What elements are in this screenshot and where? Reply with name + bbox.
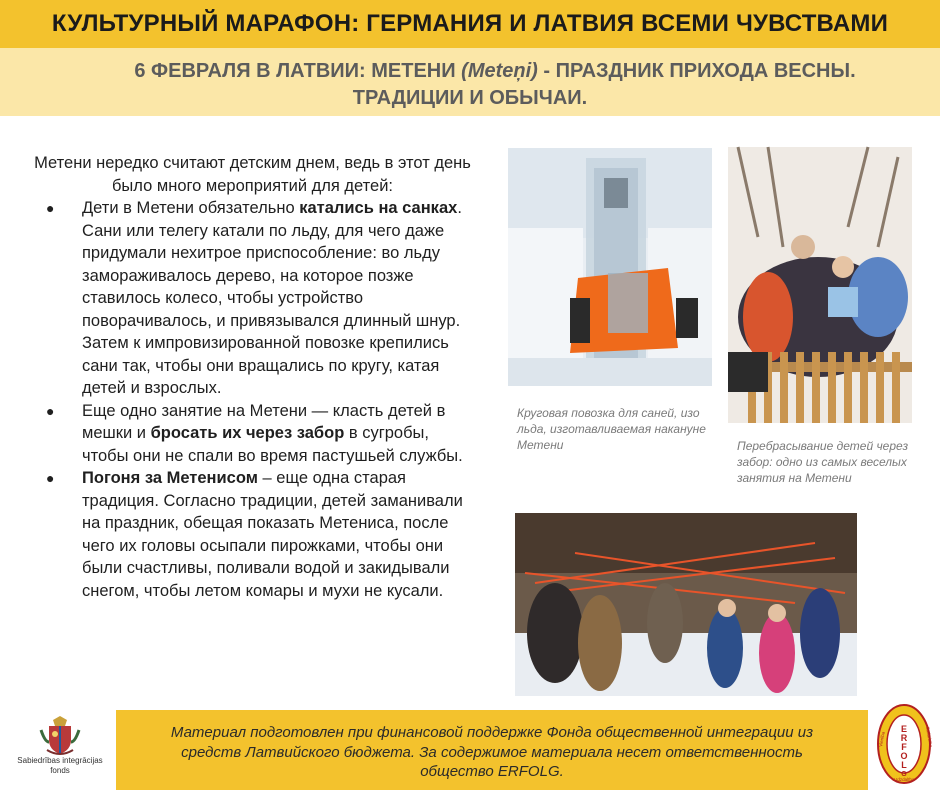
erfolg-logo-letter: R	[900, 733, 908, 743]
photo2-caption: Перебрасывание детей через забор: одно из самых веселых занятия на Метени	[737, 439, 909, 485]
sif-logo-line1: Sabiedrības integrācijas	[17, 756, 103, 765]
erfolg-ring-left: Vienība	[878, 731, 886, 748]
erfolg-ring-bottom: Līdzdalība	[893, 777, 915, 782]
bullet-icon: ●	[46, 200, 55, 216]
erfolg-logo-letter: E	[900, 724, 908, 734]
bullet-icon: ●	[46, 402, 55, 419]
bullet-icon: ●	[46, 470, 55, 486]
page-title: КУЛЬТУРНЫЙ МАРАФОН: ГЕРМАНИЯ И ЛАТВИЯ ВСЕМИ ЧУВСТВАМИ	[0, 0, 940, 48]
item-bold: катались на санках	[299, 199, 458, 217]
item-text: Еще одно занятие на Метени — класть детей в мешки и	[82, 401, 446, 442]
sif-logo	[10, 712, 110, 788]
erfolg-logo-letter: L	[901, 760, 907, 770]
list-item	[40, 197, 470, 400]
funding-line-3: общество ERFOLG.	[420, 763, 564, 780]
ice-carousel-photo	[508, 148, 712, 386]
item-text: . Сани или телегу катали по льду, для чего даже придумали нехитрое приспособление: во льду замораживалось дерево, на которое позже ставилось колесо, чтобы устройство поворачивалось, и привязывался длинный шнур. Затем к импровизированной повозке крепились сани так, чтобы они вращались по кругу, катая детей и взрослых.	[82, 199, 462, 397]
photo1-caption: Круговая повозка для саней, изо льда, изготавливаемая накануне Метени	[517, 406, 706, 452]
list-item	[40, 467, 470, 602]
funding-line-1: Материал подготовлен при финансовой поддержке Фонда общественной интеграции из	[170, 724, 814, 741]
subtitle-line-2: ТРАДИЦИИ И ОБЫЧАИ.	[352, 87, 588, 109]
fence-photo	[728, 147, 912, 423]
subtitle-line-1	[0, 58, 940, 85]
item-text: Дети в Метени обязательно	[82, 199, 300, 217]
sif-logo-line2: fonds	[50, 766, 70, 775]
erfolg-logo-letter: F	[901, 742, 907, 752]
traditions-list	[40, 197, 470, 602]
list-item	[40, 400, 470, 468]
item-text: в сугробы, чтобы они не спали во время пастушьей службы.	[82, 424, 463, 465]
subtitle-pre: 6 ФЕВРАЛЯ В ЛАТВИИ: МЕТЕНИ	[134, 60, 462, 82]
erfolg-logo-letter: G	[901, 771, 907, 778]
funding-notice	[116, 710, 868, 790]
item-text: – еще одна старая традиция. Согласно традиции, детей заманивали на праздник, обещая показать Метениса, после чего их головы осыпали пирожками, чтобы они были счастливы, поливали водой и закидывали снегом, чтобы летом комары и мухи не кусали.	[82, 469, 463, 600]
coat-of-arms-icon	[37, 712, 83, 756]
funding-line-2: средств Латвийского бюджета. За содержимое материала несет ответственность	[181, 743, 803, 761]
erfolg-logo-letter: O	[900, 751, 908, 761]
subtitle-post: - ПРАЗДНИК ПРИХОДА ВЕСНЫ.	[537, 60, 856, 82]
subtitle-italic: (Meteņi)	[461, 60, 538, 82]
erfolg-ring-right: Sadarbība	[925, 726, 934, 748]
intro-paragraph: Метени нередко считают детским днем, ведь в этот день было много мероприятий для детей:	[34, 154, 471, 195]
item-bold: бросать их через забор	[150, 424, 345, 442]
erfolg-logo	[876, 703, 932, 785]
metenis-chase-photo	[515, 513, 857, 696]
item-bold: Погоня за Метенисом	[82, 469, 258, 487]
page-subtitle	[0, 48, 940, 116]
